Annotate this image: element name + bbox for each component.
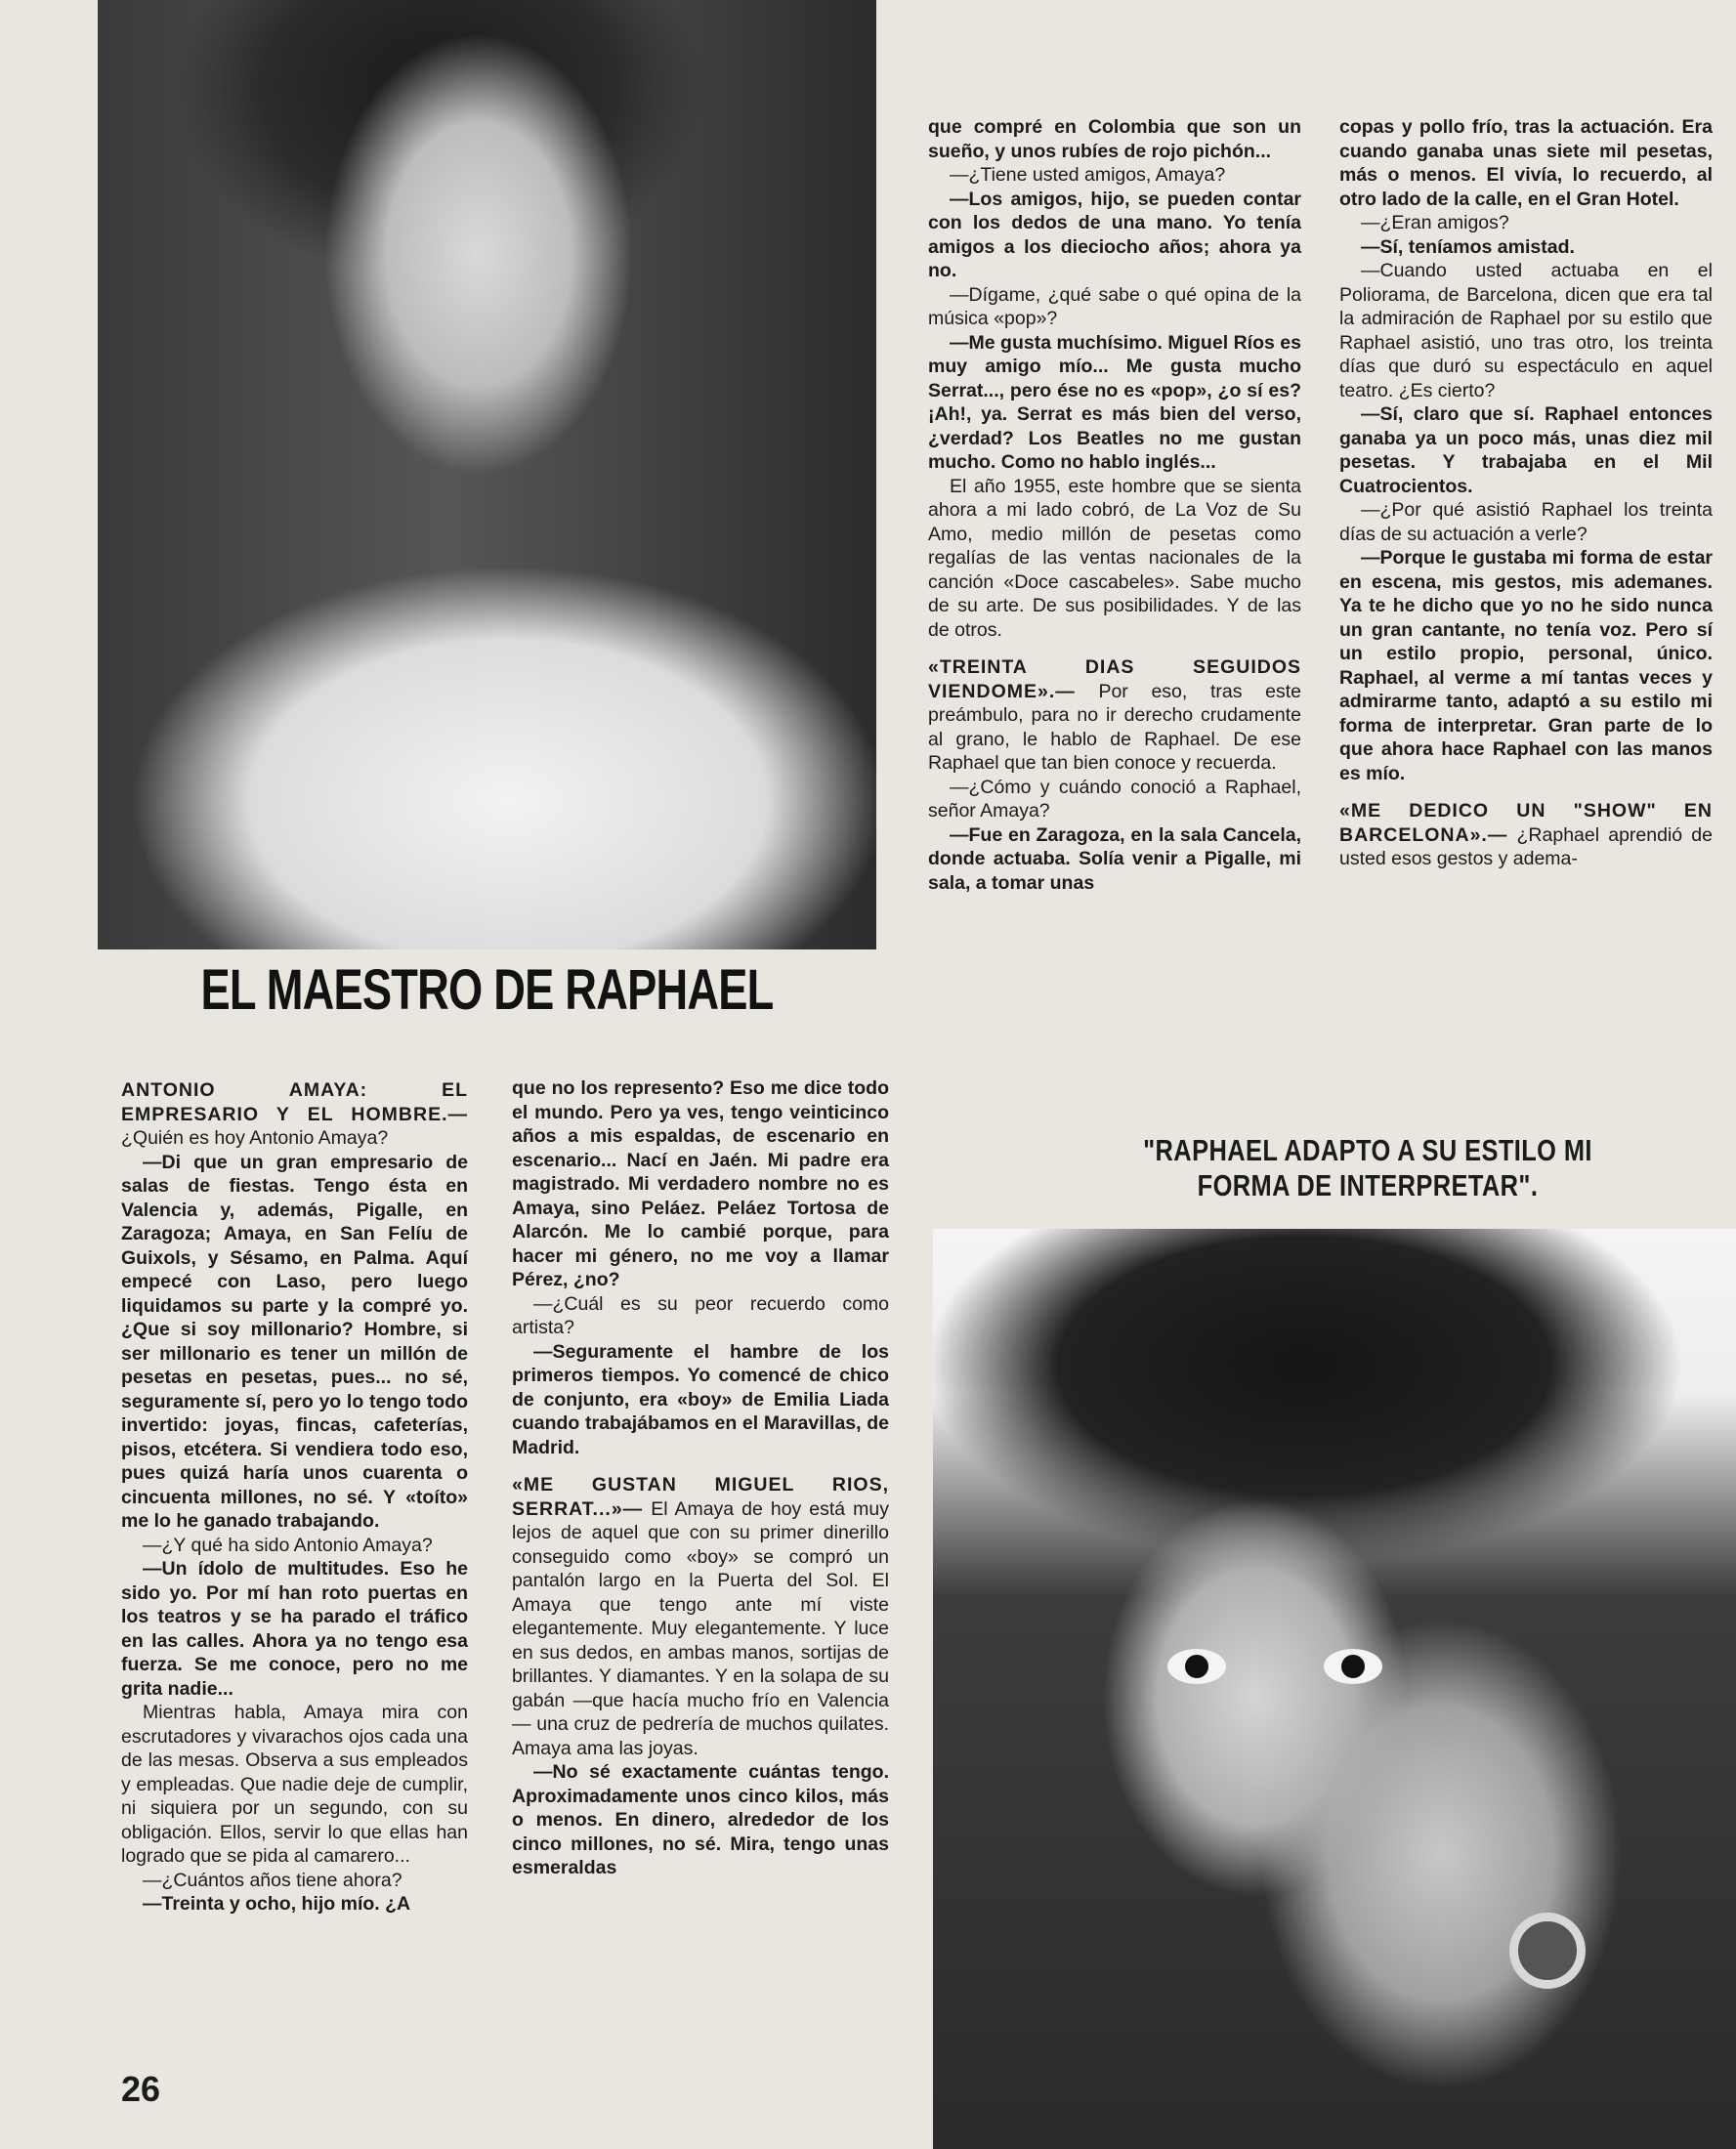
paragraph: que compré en Colombia que son un sueño, y unos rubíes de rojo pichón... (928, 116, 1301, 162)
paragraph: ¿Raphael aprendió de usted esos gestos y adema- (1339, 823, 1713, 869)
paragraph: —Di que un gran empresario de salas de fiestas. Tengo ésta en Valencia y, además, Pigalle, en Zaragoza; Amaya, en San Felíu de Guixols, y Sésamo, en Palma. Aquí empecé con Laso, pero luego liquidamos su parte y la compré yo. ¿Que si soy millonario? Hombre, si ser millonario es tener un millón de pesetas en pesetas, pues... no sé, seguramente sí, pero yo lo tengo todo invertido: joyas, fincas, cafeterías, pisos, etcétera. Si vendiera todo eso, pues quizá haría unos cuarenta o cincuenta millones, no sé. Y «toíto» me lo he ganado trabajando. (121, 1151, 468, 1532)
paragraph: —Treinta y ocho, hijo mío. ¿A (143, 1893, 411, 1915)
paragraph: —¿Tiene usted amigos, Amaya? (950, 164, 1226, 186)
paragraph: —¿Cuántos años tiene ahora? (143, 1869, 402, 1891)
paragraph: El año 1955, este hombre que se sienta ahora a mi lado cobró, de La Voz de Su Amo, medio millón de pesetas como regalías de las ventas nacionales de la canción «Doce cascabeles». Sabe mucho de su arte. De sus posibilidades. Y de las de otros. (928, 475, 1301, 641)
paragraph: —Seguramente el hambre de los primeros tiempos. Yo comencé de chico de conjunto, era «boy» de Emilia Liada cuando trabajábamos en el Maravillas, de Madrid. (512, 1340, 889, 1458)
paragraph: —Sí, claro que sí. Raphael entonces ganaba ya un poco más, unas diez mil pesetas. Y trabajaba en el Mil Cuatrocientos. (1339, 403, 1713, 497)
paragraph: que no los represento? Eso me dice todo el mundo. Pero ya ves, tengo veinticinco años a mis espaldas, de escenario en escenario... Nací en Jaén. Mi padre era magistrado. Mi verdadero nombre no es Amaya, sino Peláez. Peláez Tortosa de Alarcón. Me lo cambié porque, para hacer mi género, no me voy a llamar Pérez, ¿no? (512, 1077, 889, 1290)
paragraph: —Me gusta muchísimo. Miguel Ríos es muy amigo mío... Me gusta mucho Serrat..., pero ése no es «pop», ¿o sí es? ¡Ah!, ya. Serrat es más bien del verso, ¿verdad? Los Beatles no me gustan mucho. Como no hablo inglés... (928, 331, 1301, 473)
paragraph: —No sé exactamente cuántas tengo. Aproximadamente unos cinco kilos, más o menos. En dinero, alrededor de los cinco millones, no sé. Mira, tengo unas esmeraldas (512, 1761, 889, 1878)
text-column-2 (512, 1076, 889, 1880)
article-title: EL MAESTRO DE RAPHAEL (200, 958, 774, 1022)
paragraph: —¿Cuál es su peor recuerdo como artista? (512, 1292, 889, 1338)
paragraph: —Un ídolo de multitudes. Eso he sido yo. Por mí han roto puertas en los teatros y se ha parado el tráfico en las calles. Ahora ya no tengo esa fuerza. Se me conoce, pero no me grita nadie... (121, 1558, 468, 1700)
page-number: 26 (121, 2069, 161, 2109)
subhead-treinta-dias: «TREINTA DIAS SEGUIDOS VIENDOME».— (928, 656, 1301, 702)
subhead-miguel-rios: «ME GUSTAN MIGUEL RIOS, SERRAT...»— (512, 1474, 889, 1520)
paragraph: —¿Cómo y cuándo conoció a Raphael, señor Amaya? (928, 776, 1301, 822)
photo-amaya-hand-face (933, 1229, 1736, 2149)
paragraph: —¿Y qué ha sido Antonio Amaya? (143, 1534, 433, 1556)
text-column-1 (121, 1078, 468, 1917)
paragraph: —Porque le gustaba mi forma de estar en escena, mis gestos, mis ademanes. Ya te he dicho que yo no he sido nunca un gran cantante, no tenía voz. Pero sí un estilo propio, personal, único. Raphael, al verme a mí tantas veces y admirarme tanto, adaptó a su estilo mi forma de interpretar. Gran parte de lo que ahora hace Raphael con las manos es mío. (1339, 547, 1713, 784)
text-column-4 (1339, 115, 1713, 871)
paragraph: —¿Eran amigos? (1361, 212, 1509, 233)
paragraph: Mientras habla, Amaya mira con escrutadores y vivarachos ojos cada una de las mesas. Observa a sus empleados y empleadas. Que nadie deje de cumplir, ni siquiera por un segundo, con su obligación. Ellos, servir lo que ellas han logrado que se pida al camarero... (121, 1702, 468, 1867)
paragraph: copas y pollo frío, tras la actuación. Era cuando ganaba unas siete mil pesetas, más o menos. El vivía, lo recuerdo, al otro lado de la calle, en el Gran Hotel. (1339, 116, 1713, 210)
text-column-3 (928, 115, 1301, 895)
paragraph: —Fue en Zaragoza, en la sala Cancela, donde actuaba. Solía venir a Pigalle, mi sala, a tomar unas (928, 823, 1301, 894)
ring-jewel (1509, 1913, 1586, 1989)
subhead-show-barcelona: «ME DEDICO UN "SHOW" EN BARCELONA».— (1339, 800, 1713, 846)
paragraph: —Los amigos, hijo, se pueden contar con los dedos de una mano. Yo tenía amigos a los dieciocho años; ahora ya no. (928, 188, 1301, 281)
paragraph: El Amaya de hoy está muy lejos de aquel que con su primer dinerillo conseguido como «boy» se compró un pantalón largo en la Puerta del Sol. El Amaya que tengo ante mí viste elegantemente. Muy elegantemente. Y luce en sus dedos, en ambas manos, sortijas de brillantes. Y diamantes. Y en la solapa de su gabán —que hacía mucho frío en Valencia— una cruz de pedrería de muchos quilates. Amaya ama las joyas. (512, 1497, 889, 1759)
eye-left (1167, 1649, 1226, 1684)
eye-right (1324, 1649, 1382, 1684)
paragraph: —¿Por qué asistió Raphael los treinta días de su actuación a verle? (1339, 499, 1713, 545)
subhead-empresario: ANTONIO AMAYA: EL EMPRESARIO Y EL HOMBRE.— (121, 1079, 468, 1125)
paragraph: Por eso, tras este preámbulo, para no ir derecho crudamente al grano, le hablo de Raphael. De ese Raphael que tan bien conoce y recuerda. (928, 680, 1301, 774)
paragraph: —Cuando usted actuaba en el Poliorama, de Barcelona, dicen que era tal la admiración de Raphael por su estilo que Raphael asistió, uno tras otro, los treinta días que duró su espectáculo en aquel teatro. ¿Es cierto? (1339, 260, 1713, 401)
paragraph: —Sí, teníamos amistad. (1361, 235, 1575, 258)
photo-amaya-singing (98, 0, 876, 949)
paragraph: —Dígame, ¿qué sabe o qué opina de la música «pop»? (928, 283, 1301, 329)
pull-quote: "RAPHAEL ADAPTO A SU ESTILO MI FORMA DE INTERPRETAR". (1143, 1133, 1592, 1202)
paragraph: ¿Quién es hoy Antonio Amaya? (121, 1127, 389, 1149)
